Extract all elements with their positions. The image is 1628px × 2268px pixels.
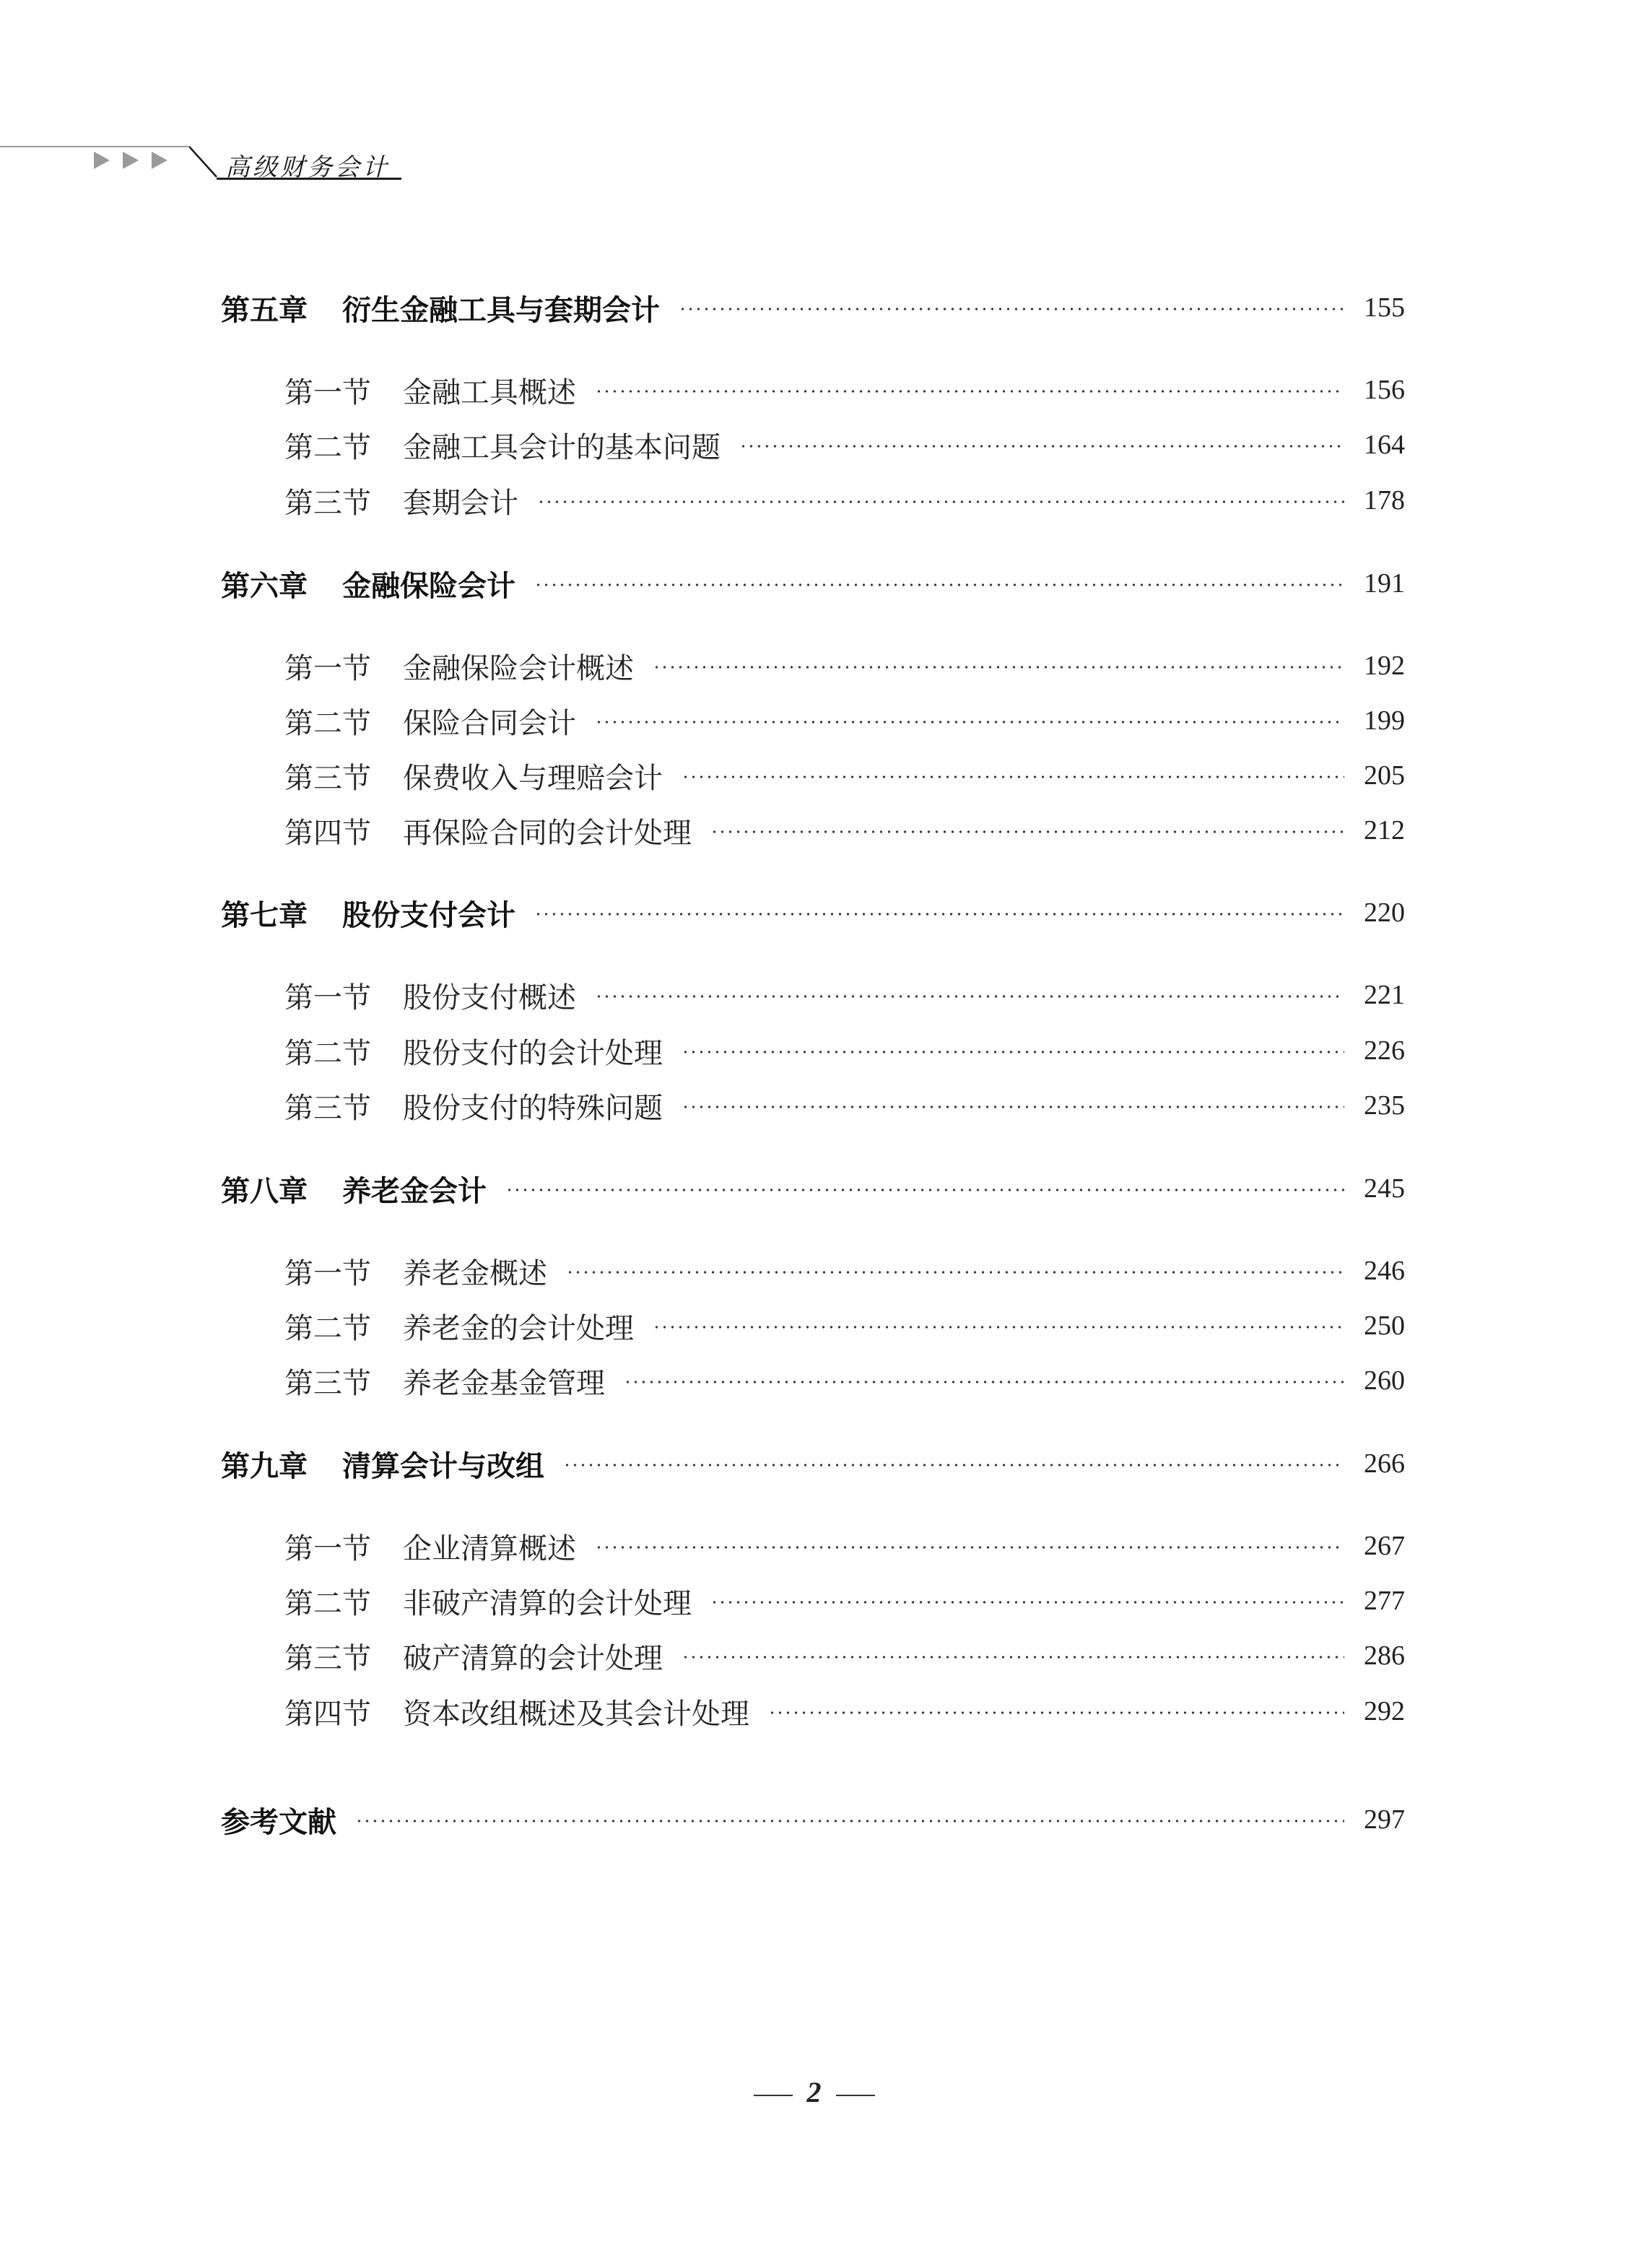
toc-chapter-6[interactable]: [221, 563, 1405, 604]
dot-leader: [355, 1820, 1344, 1822]
toc-section[interactable]: [284, 1360, 1405, 1401]
section-label: 第二节: [284, 1586, 371, 1620]
dot-leader: [682, 775, 1344, 778]
toc-section[interactable]: [284, 1251, 1405, 1291]
section-label: 第一节: [284, 651, 371, 685]
dot-leader: [595, 721, 1344, 724]
section-title: 金融保险会计概述: [403, 651, 634, 685]
section-title: 养老金基金管理: [403, 1366, 605, 1400]
section-title: 金融工具会计的基本问题: [403, 430, 721, 464]
section-title: 保费收入与理赔会计: [403, 761, 663, 795]
em-dash-left: [754, 2095, 793, 2096]
section-label: 第二节: [284, 1311, 371, 1345]
section-label: 第三节: [284, 1091, 371, 1125]
dot-leader: [595, 1546, 1344, 1549]
dot-leader: [653, 1326, 1344, 1329]
references-title: 参考文献: [221, 1805, 336, 1839]
section-label: 第三节: [284, 761, 371, 795]
dot-leader: [710, 1601, 1344, 1604]
dot-leader: [768, 1711, 1344, 1714]
dot-leader: [653, 666, 1344, 669]
dot-leader: [679, 308, 1344, 310]
section-title: 非破产清算的会计处理: [403, 1586, 692, 1620]
book-title: 高级财务会计: [225, 153, 390, 182]
header-slant-divider: [189, 146, 218, 178]
chapter-label: 第八章: [221, 1174, 308, 1208]
toc-section[interactable]: [284, 646, 1405, 686]
dot-leader: [710, 830, 1344, 833]
section-label: 第三节: [284, 1366, 371, 1400]
header-rule: [0, 146, 189, 147]
section-title: 股份支付的会计处理: [403, 1036, 663, 1070]
chapter-title: 衍生金融工具与套期会计: [342, 293, 660, 327]
play-arrow-icon: [123, 152, 139, 169]
section-title: 破产清算的会计处理: [403, 1641, 663, 1675]
section-title: 再保险合同的会计处理: [403, 816, 692, 850]
page-number: 191: [1364, 568, 1405, 599]
toc-section[interactable]: [284, 700, 1405, 741]
section-title: 股份支付概述: [403, 981, 576, 1014]
chapter-title: 清算会计与改组: [342, 1449, 544, 1483]
page-number-value: 2: [806, 2076, 822, 2108]
toc-references[interactable]: [221, 1799, 1405, 1840]
footer-page-number: [0, 2075, 1628, 2109]
toc-section[interactable]: [284, 425, 1405, 465]
page-number: 205: [1364, 760, 1405, 791]
section-label: 第三节: [284, 1641, 371, 1675]
dot-leader: [595, 995, 1344, 998]
page-number: 178: [1364, 485, 1405, 516]
toc-section[interactable]: [284, 1085, 1405, 1126]
page-number: 286: [1364, 1641, 1405, 1671]
page-number: 277: [1364, 1586, 1405, 1616]
section-title: 套期会计: [403, 486, 518, 520]
page-number: 245: [1364, 1173, 1405, 1204]
section-title: 股份支付的特殊问题: [403, 1091, 663, 1125]
page-number: 260: [1364, 1365, 1405, 1396]
toc-chapter-7[interactable]: [221, 892, 1405, 933]
dot-leader: [505, 1189, 1344, 1191]
page-number: 199: [1364, 705, 1405, 736]
chapter-label: 第五章: [221, 293, 308, 327]
page-number: 192: [1364, 651, 1405, 681]
section-label: 第一节: [284, 375, 371, 409]
page-number: 156: [1364, 375, 1405, 405]
page-number: 266: [1364, 1448, 1405, 1479]
toc-section[interactable]: [284, 1691, 1405, 1732]
play-arrow-icon: [152, 152, 167, 169]
section-title: 保险合同会计: [403, 706, 576, 740]
section-label: 第四节: [284, 1697, 371, 1731]
section-title: 养老金概述: [403, 1256, 547, 1290]
page-number: 155: [1364, 292, 1405, 323]
toc-section[interactable]: [284, 1305, 1405, 1346]
page-number: 292: [1364, 1696, 1405, 1726]
section-label: 第二节: [284, 1036, 371, 1070]
page-number: 164: [1364, 430, 1405, 460]
section-label: 第四节: [284, 816, 371, 850]
toc-section[interactable]: [284, 975, 1405, 1015]
dot-leader: [595, 390, 1344, 393]
toc-section[interactable]: [284, 755, 1405, 796]
toc-section[interactable]: [284, 370, 1405, 410]
chapter-title: 金融保险会计: [342, 569, 515, 603]
dot-leader: [566, 1271, 1344, 1274]
toc-chapter-9[interactable]: [221, 1443, 1405, 1484]
dot-leader: [682, 1051, 1344, 1053]
page-number: 226: [1364, 1035, 1405, 1066]
chapter-title: 股份支付会计: [342, 898, 515, 932]
dot-leader: [534, 583, 1344, 586]
section-title: 养老金的会计处理: [403, 1311, 634, 1345]
toc-chapter-5[interactable]: [221, 287, 1405, 328]
dot-leader: [682, 1105, 1344, 1108]
chapter-label: 第六章: [221, 569, 308, 603]
chapter-label: 第七章: [221, 898, 308, 932]
dot-leader: [682, 1656, 1344, 1659]
toc-section[interactable]: [284, 1526, 1405, 1566]
toc-section[interactable]: [284, 480, 1405, 521]
page-number: 267: [1364, 1531, 1405, 1561]
dot-leader: [534, 913, 1344, 916]
section-label: 第一节: [284, 1256, 371, 1290]
section-title: 企业清算概述: [403, 1531, 576, 1565]
section-label: 第二节: [284, 706, 371, 740]
page-number: 220: [1364, 898, 1405, 928]
chapter-label: 第九章: [221, 1449, 308, 1483]
page-number: 235: [1364, 1090, 1405, 1121]
section-label: 第一节: [284, 981, 371, 1014]
page-number: 212: [1364, 815, 1405, 846]
header-arrows: [94, 152, 167, 173]
section-title: 金融工具概述: [403, 375, 576, 409]
dot-leader: [563, 1464, 1344, 1467]
toc-section[interactable]: [284, 810, 1405, 851]
play-arrow-icon: [94, 152, 110, 169]
section-label: 第二节: [284, 430, 371, 464]
toc-section[interactable]: [284, 1581, 1405, 1621]
running-header: [0, 137, 404, 181]
section-label: 第三节: [284, 486, 371, 520]
page-number: 250: [1364, 1311, 1405, 1341]
dot-leader: [537, 500, 1344, 503]
toc-section[interactable]: [284, 1635, 1405, 1676]
toc-section[interactable]: [284, 1030, 1405, 1071]
dot-leader: [739, 445, 1344, 448]
page-number: 221: [1364, 980, 1405, 1010]
section-label: 第一节: [284, 1531, 371, 1565]
em-dash-right: [836, 2095, 875, 2096]
page-number: 297: [1364, 1804, 1405, 1835]
section-title: 资本改组概述及其会计处理: [403, 1697, 749, 1731]
page-number: 246: [1364, 1256, 1405, 1286]
dot-leader: [624, 1381, 1344, 1383]
toc-chapter-8[interactable]: [221, 1168, 1405, 1209]
chapter-title: 养老金会计: [342, 1174, 487, 1208]
